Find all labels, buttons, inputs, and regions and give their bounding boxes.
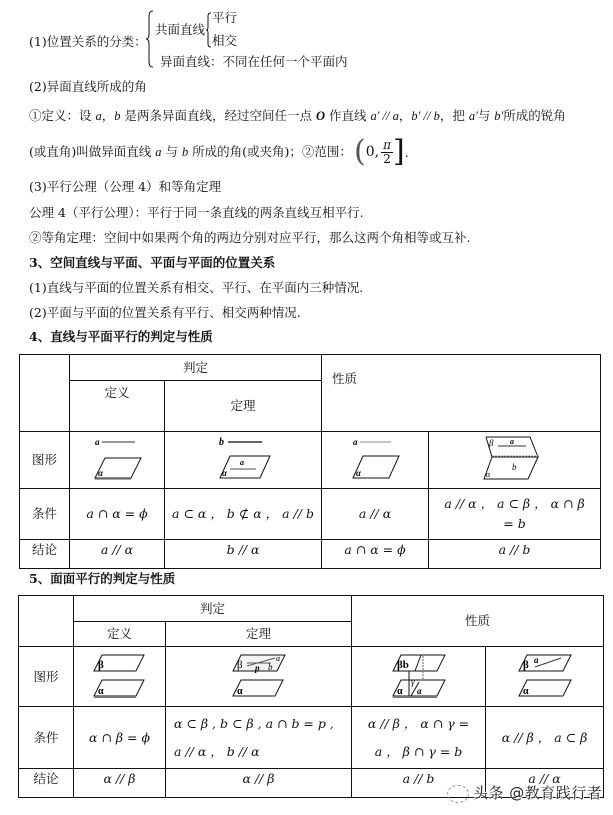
row-label-conclusion: 结论 xyxy=(20,540,70,569)
condition-line-2: = b xyxy=(503,516,526,531)
conclusion-theorem: b // α xyxy=(165,540,322,569)
line-plane-parallel-table xyxy=(19,354,601,569)
line-plane-diagram-icon xyxy=(87,436,147,484)
empty-corner-cell xyxy=(19,596,74,647)
header-theorem: 定理 xyxy=(165,381,322,432)
range-zero: 0, xyxy=(365,144,380,160)
section-3-item-2: (2)平面与平面的位置关系有平行、相交两种情况. xyxy=(29,305,301,320)
svg-text:α: α xyxy=(356,468,361,478)
classification-label: (1)位置关系的分类： xyxy=(29,34,147,49)
svg-text:a: a xyxy=(275,653,280,663)
figure-planes-def xyxy=(74,647,166,707)
section-3-item-1: (1)直线与平面的位置关系有相交、平行、在平面内三种情况. xyxy=(29,280,364,295)
skew-lines-text: 异面直线：不同在任何一个平面内 xyxy=(160,54,348,69)
svg-text:α: α xyxy=(236,685,243,697)
condition-property-1: a // α xyxy=(322,489,429,540)
figure-planes-prop-1 xyxy=(352,647,486,707)
section-3-title: 3、空间直线与平面、平面与平面的位置关系 xyxy=(29,255,276,270)
svg-text:a: a xyxy=(509,437,514,446)
section-4-title: 4、直线与平面平行的判定与性质 xyxy=(29,329,213,344)
condition-line-1: a // α ， a ⊂ β ， α ∩ β xyxy=(444,496,585,511)
figure-line-parallel-plane-thm xyxy=(165,432,322,489)
header-theorem: 定理 xyxy=(166,622,352,647)
conclusion-property-2: a // α xyxy=(486,769,604,798)
svg-text:β: β xyxy=(236,658,243,671)
condition-definition: α ∩ β = ϕ xyxy=(74,707,166,769)
text: ， xyxy=(101,108,115,123)
toutiao-logo-icon xyxy=(447,785,469,803)
text: 与 xyxy=(161,144,182,159)
row-label-figure: 图形 xyxy=(19,647,74,707)
var-b-prime: b′ xyxy=(494,109,504,123)
figure-two-planes-intersecting xyxy=(429,432,601,489)
figure-line-parallel-plane-def xyxy=(70,432,165,489)
condition-line-2: a ， β ∩ γ = b xyxy=(374,743,463,759)
conclusion-property-2: a // b xyxy=(429,540,601,569)
svg-text:α: α xyxy=(485,470,490,479)
watermark-text: 头条 @教育践行者 xyxy=(473,784,603,802)
text: ①定义：设 xyxy=(29,108,96,123)
axiom-4-text: 公理 4（平行公理）：平行于同一条直线的两条直线互相平行. xyxy=(29,205,364,220)
parallel-planes-diagram-icon xyxy=(90,652,150,702)
parallel-planes-diagram-icon xyxy=(515,652,575,702)
figure-line-parallel-plane-prop xyxy=(322,432,429,489)
header-judge: 判定 xyxy=(74,596,352,622)
header-property: 性质 xyxy=(322,355,601,432)
condition-property-2: α // β ， a ⊂ β xyxy=(486,707,604,769)
svg-text:a: a xyxy=(353,437,358,447)
svg-text:b: b xyxy=(267,661,272,672)
condition-line-2: a // α ， b // α xyxy=(174,743,260,759)
coplanar-label: 共面直线 xyxy=(155,22,206,37)
line-plane-diagram-icon xyxy=(212,436,274,484)
left-brace-icon xyxy=(146,10,154,68)
expr: b′ // b xyxy=(411,109,440,123)
expr: a′ // a xyxy=(370,109,399,123)
var-b: b xyxy=(114,109,121,123)
svg-text:α: α xyxy=(522,685,529,697)
definition-line-2 xyxy=(29,144,352,160)
svg-text:b: b xyxy=(219,437,224,448)
text: (或直角)叫做异面直线 xyxy=(29,144,156,159)
three-planes-diagram-icon xyxy=(389,652,449,702)
text: 是两条异面直线，经过空间任一点 xyxy=(120,108,316,123)
row-label-conclusion: 结论 xyxy=(19,769,74,798)
svg-text:α: α xyxy=(97,685,104,697)
svg-text:a: a xyxy=(533,654,539,665)
conclusion-property-1: a // b xyxy=(352,769,486,798)
conclusion-definition: α // β xyxy=(74,769,166,798)
figure-planes-prop-2 xyxy=(486,647,604,707)
text: 作直线 xyxy=(324,108,371,123)
intersecting-planes-diagram-icon xyxy=(482,435,548,485)
header-judge: 判定 xyxy=(70,355,322,381)
parallel-planes-diagram-icon xyxy=(229,652,289,702)
close-bracket: ] xyxy=(392,134,405,169)
text: 所成的角(或夹角)；②范围： xyxy=(188,144,352,159)
var-a-prime: a′ xyxy=(468,109,478,123)
text: 所成的锐角 xyxy=(503,108,566,123)
svg-text:β: β xyxy=(522,658,529,671)
svg-text:β: β xyxy=(488,438,493,448)
header-property: 性质 xyxy=(352,596,604,647)
empty-corner-cell xyxy=(20,355,70,432)
row-label-figure: 图形 xyxy=(20,432,70,489)
row-label-condition: 条件 xyxy=(20,489,70,540)
text: ， xyxy=(398,108,412,123)
left-brace-icon xyxy=(206,12,211,48)
denominator: 2 xyxy=(383,151,391,166)
svg-text:α: α xyxy=(222,468,227,478)
condition-property-2 xyxy=(429,489,601,540)
header-definition: 定义 xyxy=(74,622,166,647)
svg-text:a: a xyxy=(416,685,422,696)
intersect-label: 相交 xyxy=(212,33,238,48)
definition-line-1 xyxy=(29,108,566,124)
text: ，把 xyxy=(439,108,469,123)
section-5-title: 5、面面平行的判定与性质 xyxy=(29,571,176,586)
svg-text:p: p xyxy=(254,662,259,673)
condition-line-1: α // β ， α ∩ γ = xyxy=(367,715,470,731)
conclusion-definition: a // α xyxy=(70,540,165,569)
var-a: a xyxy=(155,145,162,159)
svg-text:a: a xyxy=(95,437,100,447)
text: 与 xyxy=(477,108,495,123)
svg-text:α: α xyxy=(98,468,103,478)
svg-text:βb: βb xyxy=(396,658,409,671)
var-O: O xyxy=(315,109,325,123)
figure-planes-thm xyxy=(166,647,352,707)
plane-plane-parallel-table xyxy=(18,595,604,798)
line-plane-diagram-icon xyxy=(345,436,405,484)
condition-definition: a ∩ α = ϕ xyxy=(70,489,165,540)
condition-theorem xyxy=(166,707,352,769)
svg-text:β: β xyxy=(97,658,104,671)
conclusion-property-1: a ∩ α = ϕ xyxy=(322,540,429,569)
equal-angle-theorem: ②等角定理：空间中如果两个角的两边分别对应平行，那么这两个角相等或互补. xyxy=(29,230,471,245)
watermark xyxy=(447,782,602,803)
conclusion-theorem: α // β xyxy=(166,769,352,798)
header-definition: 定义 xyxy=(70,381,165,432)
var-b: b xyxy=(181,145,189,159)
numerator: π xyxy=(383,137,391,152)
svg-text:α: α xyxy=(396,685,403,697)
axiom-title: (3)平行公理（公理 4）和等角定理 xyxy=(29,179,222,194)
condition-line-1: α ⊂ β , b ⊂ β , a ∩ b = p , xyxy=(174,715,334,731)
period: . xyxy=(404,144,409,160)
var-a: a xyxy=(95,109,102,123)
condition-theorem: a ⊂ α ， b ⊄ α ， a // b xyxy=(165,489,322,540)
open-paren: ( xyxy=(354,134,366,169)
svg-text:a: a xyxy=(240,458,244,467)
pi-over-two xyxy=(381,139,393,166)
svg-text:γ: γ xyxy=(410,676,415,687)
condition-property-1 xyxy=(352,707,486,769)
svg-text:b: b xyxy=(511,462,517,472)
row-label-condition: 条件 xyxy=(19,707,74,769)
parallel-label: 平行 xyxy=(212,10,238,25)
angle-range xyxy=(354,135,409,169)
skew-angle-title: (2)异面直线所成的角 xyxy=(29,79,147,94)
